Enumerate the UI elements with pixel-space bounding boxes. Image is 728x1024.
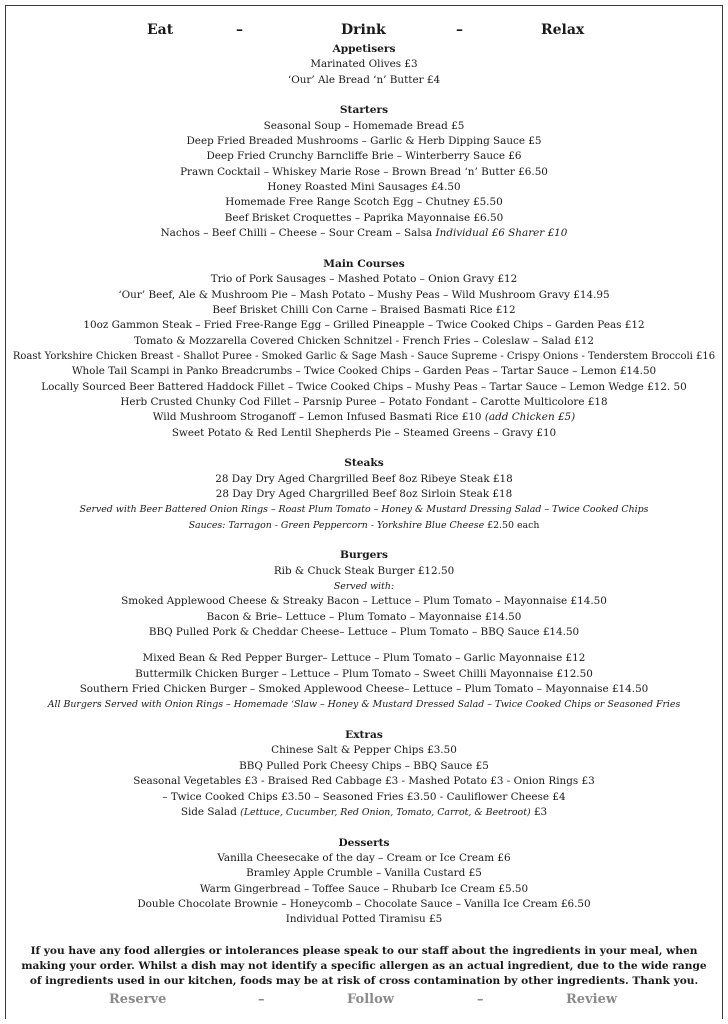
stroganoff-text: Wild Mushroom Stroganoff – Lemon Infused Basmati Rice £10 — [152, 411, 485, 424]
menu-item: 28 Day Dry Aged Chargrilled Beef 8oz Ribeye Steak £18 — [215, 472, 513, 485]
header-relax: Relax — [541, 22, 585, 38]
menu-item: Roast Yorkshire Chicken Breast - Shallot Puree - Smoked Garlic & Sage Mash - Sauce Supreme - Crispy Onions - Tenderstem Broccoli £16 — [12, 350, 716, 362]
menu-item: Southern Fried Chicken Burger – Smoked Applewood Cheese– Lettuce – Plum Tomato – Mayonnaise £14.50 — [79, 683, 649, 696]
menu-item: Seasonal Soup – Homemade Bread £5 — [263, 119, 465, 132]
header-sep-2: – — [456, 22, 463, 38]
footer-follow-link[interactable]: Follow — [347, 992, 394, 1007]
menu-item: Deep Fried Breaded Mushrooms – Garlic & Herb Dipping Sauce £5 — [186, 135, 542, 148]
menu-item: Honey Roasted Mini Sausages £4.50 — [267, 181, 461, 194]
section-title-starters: Starters — [339, 104, 389, 117]
menu-item: ‘Our’ Ale Bread ‘n’ Butter £4 — [287, 73, 441, 86]
burgers-served-with: Served with: — [333, 581, 395, 593]
section-title-desserts: Desserts — [338, 836, 390, 849]
menu-item: Smoked Applewood Cheese & Streaky Bacon – Lettuce – Plum Tomato – Mayonnaise £14.50 — [121, 595, 607, 608]
section-title-burgers: Burgers — [340, 549, 388, 562]
menu-item: 28 Day Dry Aged Chargrilled Beef 8oz Sirloin Steak £18 — [215, 487, 513, 500]
menu-item: Chinese Salt & Pepper Chips £3.50 — [271, 744, 457, 757]
header-sep-1: – — [236, 22, 243, 38]
menu — [0, 42, 728, 928]
menu-item: Beef Brisket Chilli Con Carne – Braised Basmati Rice £12 — [212, 303, 516, 316]
footer-sep-2: – — [477, 992, 484, 1007]
nachos-price: Individual £6 Sharer £10 — [435, 227, 568, 240]
menu-item: Herb Crusted Chunky Cod Fillet – Parsnip Puree – Potato Fondant – Carotte Multicolore £18 — [120, 395, 608, 408]
burgers-note: All Burgers Served with Onion Rings – Homemade ‘Slaw – Honey & Mustard Dressed Salad – Twice Cooked Chips or Seasoned Fries — [47, 699, 681, 711]
footer-links — [0, 992, 728, 1012]
steaks-sauces — [0, 518, 728, 533]
section-title-steaks: Steaks — [344, 457, 384, 470]
sauces-list: Sauces: Tarragon - Green Peppercorn - Yorkshire Blue Cheese — [188, 519, 488, 531]
steaks-served-with: Served with Beer Battered Onion Rings – Roast Plum Tomato – Honey & Mustard Dressing Salad – Twice Cooked Chips — [79, 504, 649, 516]
section-title-extras: Extras — [345, 729, 383, 742]
menu-item: Double Chocolate Brownie – Honeycomb – Chocolate Sauce – Vanilla Ice Cream £6.50 — [137, 897, 591, 910]
menu-item: Bramley Apple Crumble – Vanilla Custard £5 — [246, 867, 482, 880]
section-title-appetisers: Appetisers — [332, 43, 396, 55]
menu-item: ‘Our’ Beef, Ale & Mushroom Pie – Mash Potato – Mushy Peas – Wild Mushroom Gravy £14.95 — [118, 288, 610, 301]
section-title-mains: Main Courses — [323, 257, 405, 270]
menu-item: Tomato & Mozzarella Covered Chicken Schnitzel - French Fries – Coleslaw – Salad £12 — [134, 334, 594, 347]
menu-item: – Twice Cooked Chips £3.50 – Seasoned Fries £3.50 - Cauliflower Cheese £4 — [162, 790, 566, 803]
menu-item: Marinated Olives £3 — [310, 58, 418, 71]
header-eat: Eat — [147, 22, 174, 38]
header-drink: Drink — [341, 22, 386, 38]
allergy-notice: If you have any food allergies or intolerances please speak to our staff about the ingredients in your meal, when making your order. Whilst a dish may not identify a specific allergen as an actual ingredient, due to the wide range of ingredients used in our kitchen, foods may be at risk of cross contamination by other ingredients. Thank you. — [21, 945, 707, 988]
menu-item: Locally Sourced Beer Battered Haddock Fillet – Twice Cooked Chips – Mushy Peas – Tartar Sauce – Lemon Wedge £12. 50 — [41, 380, 687, 393]
footer-review-link[interactable]: Review — [566, 992, 618, 1007]
nachos-text: Nachos – Beef Chilli – Cheese – Sour Cream – Salsa — [160, 227, 436, 240]
menu-item: BBQ Pulled Pork Cheesy Chips – BBQ Sauce £5 — [239, 759, 489, 772]
menu-item: Trio of Pork Sausages – Mashed Potato – Onion Gravy £12 — [210, 273, 518, 286]
menu-item: Prawn Cocktail – Whiskey Marie Rose – Brown Bread ‘n’ Butter £6.50 — [180, 165, 548, 178]
menu-item: Rib & Chuck Steak Burger £12.50 — [273, 564, 455, 577]
header-tagline — [0, 22, 728, 44]
menu-item: Mixed Bean & Red Pepper Burger– Lettuce – Plum Tomato – Garlic Mayonnaise £12 — [142, 652, 586, 665]
menu-item: Homemade Free Range Scotch Egg – Chutney £5.50 — [225, 196, 503, 209]
menu-item: Vanilla Cheesecake of the day – Cream or Ice Cream £6 — [217, 851, 511, 864]
menu-item: Seasonal Vegetables £3 - Braised Red Cabbage £3 - Mashed Potato £3 - Onion Rings £3 — [133, 775, 595, 788]
side-salad-contents: (Lettuce, Cucumber, Red Onion, Tomato, Carrot, & Beetroot) — [240, 806, 531, 818]
menu-item: 10oz Gammon Steak – Fried Free-Range Egg – Grilled Pineapple – Twice Cooked Chips – Garden Peas £12 — [83, 319, 645, 332]
menu-item-nachos — [0, 226, 728, 241]
sauces-price: £2.50 each — [487, 519, 540, 531]
side-salad-label: Side Salad — [180, 805, 241, 818]
menu-item: Individual Potted Tiramisu £5 — [285, 913, 443, 926]
footer-reserve-link[interactable]: Reserve — [109, 992, 167, 1007]
menu-item: Warm Gingerbread – Toffee Sauce – Rhubarb Ice Cream £5.50 — [199, 882, 529, 895]
menu-item-side-salad — [0, 805, 728, 820]
menu-item: Beef Brisket Croquettes – Paprika Mayonnaise £6.50 — [224, 211, 504, 224]
stroganoff-addon: (add Chicken £5) — [484, 411, 576, 424]
side-salad-price: £3 — [530, 805, 548, 818]
menu-item: BBQ Pulled Pork & Cheddar Cheese– Lettuce – Plum Tomato – BBQ Sauce £14.50 — [148, 626, 580, 639]
menu-item: Deep Fried Crunchy Barncliffe Brie – Winterberry Sauce £6 — [206, 150, 522, 163]
menu-item-stroganoff — [0, 410, 728, 425]
menu-item: Bacon & Brie– Lettuce – Plum Tomato – Mayonnaise £14.50 — [206, 610, 522, 623]
menu-item: Sweet Potato & Red Lentil Shepherds Pie – Steamed Greens – Gravy £10 — [171, 426, 557, 439]
menu-item: Buttermilk Chicken Burger – Lettuce – Plum Tomato – Sweet Chilli Mayonnaise £12.50 — [135, 667, 593, 680]
menu-item: Whole Tail Scampi in Panko Breadcrumbs – Twice Cooked Chips – Garden Peas – Tartar Sauce – Lemon £14.50 — [71, 365, 657, 378]
footer-sep-1: – — [258, 992, 265, 1007]
